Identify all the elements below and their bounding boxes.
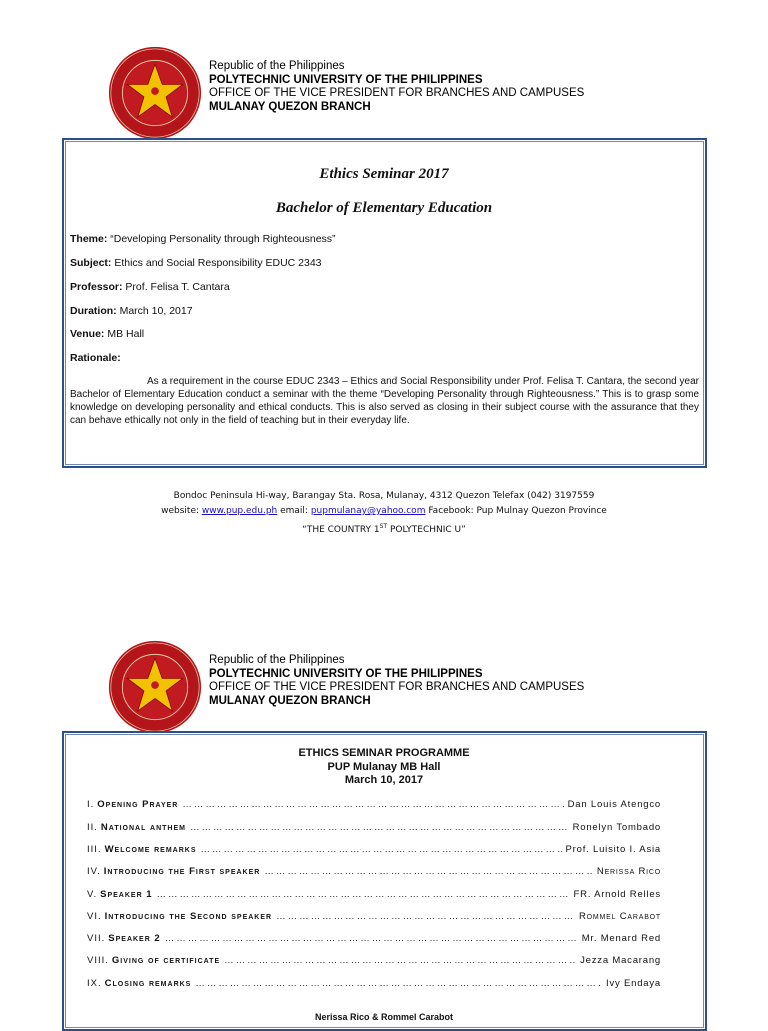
programme-item (87, 866, 661, 880)
field-label: Theme: (70, 233, 108, 245)
facebook-text: Facebook: Pup Mulnay Quezon Province (425, 506, 607, 516)
footer-tagline (0, 519, 768, 538)
tagline-post: POLYTECHNIC U” (387, 525, 466, 535)
field-value: “Developing Personality through Righteousness” (107, 233, 336, 245)
footer-address: Bondoc Peninsula Hi-way, Barangay Sta. Rosa, Mulanay, 4312 Quezon Telefax (042) 3197559 (173, 491, 595, 501)
field-value: Ethics and Social Responsibility EDUC 2343 (111, 257, 322, 269)
item-label: Introducing the Second speaker (104, 911, 273, 922)
field-label: Rationale: (70, 352, 121, 364)
item-person: Nerissa Rico (596, 866, 661, 877)
programme-date: March 10, 2017 (344, 774, 424, 786)
item-number: VII. (87, 933, 106, 944)
header-branch: MULANAY QUEZON BRANCH (209, 100, 371, 113)
rationale-text (70, 375, 699, 427)
item-label: Speaker 2 (108, 933, 161, 944)
leader-dots (276, 911, 575, 922)
programme-item (87, 911, 661, 925)
item-person: Jezza Macarang (580, 955, 661, 966)
item-person: FR. Arnold Relles (573, 889, 661, 900)
programme-item (87, 844, 661, 858)
item-label: Closing remarks (104, 978, 192, 989)
header-office: OFFICE OF THE VICE PRESIDENT FOR BRANCHES AND CAMPUSES (209, 87, 585, 99)
item-label: Introducing the First speaker (103, 866, 261, 877)
email-label: email: (277, 506, 311, 516)
university-seal-icon (107, 639, 203, 735)
field-value: March 10, 2017 (116, 305, 193, 317)
programme-item (87, 889, 661, 903)
item-number: VIII. (87, 955, 109, 966)
header-office: OFFICE OF THE VICE PRESIDENT FOR BRANCHES AND CAMPUSES (209, 681, 585, 693)
footer (0, 489, 768, 538)
university-seal-icon (107, 45, 203, 141)
field-label: Venue: (70, 328, 105, 340)
field-value: MB Hall (104, 328, 145, 340)
item-person: Prof. Luisito I. Asia (565, 844, 661, 855)
programme-item (87, 955, 661, 969)
header-text (209, 60, 584, 114)
field-subject (70, 257, 322, 269)
tagline-pre: “THE COUNTRY 1 (302, 525, 380, 535)
item-number: VI. (87, 911, 102, 922)
header-republic: Republic of the Philippines (209, 654, 345, 666)
leader-dots (182, 799, 563, 810)
header-text (209, 654, 584, 708)
footer-contacts (0, 504, 768, 519)
item-number: III. (87, 844, 102, 855)
item-person: Mr. Menard Red (581, 933, 661, 944)
leader-dots (157, 889, 570, 900)
item-number: I. (87, 799, 95, 810)
leader-dots (224, 955, 576, 966)
field-rationale (70, 352, 121, 364)
item-label: National anthem (100, 822, 186, 833)
header-university: POLYTECHNIC UNIVERSITY OF THE PHILIPPINES (209, 73, 483, 86)
programme-item (87, 822, 661, 836)
seminar-program: Bachelor of Elementary Education (275, 200, 493, 216)
rationale-paragraph: As a requirement in the course EDUC 2343 – Ethics and Social Responsibility under Prof. Felisa T. Cantara, the second year Bachelor of Elementary Education conduct a seminar with the theme “Developing Personality through Righteousness.” This is to grasp some knowledge on developing personality and ethical conducts. This is also served as closing in their subject course with the assurance that they can behave ethically not only in the field of teaching but in their everyday life. (70, 376, 699, 426)
field-label: Duration: (70, 305, 117, 317)
header-university: POLYTECHNIC UNIVERSITY OF THE PHILIPPINES (209, 667, 483, 680)
leader-dots (264, 866, 593, 877)
email-link[interactable]: pupmulanay@yahoo.com (310, 506, 426, 516)
field-professor (70, 281, 230, 293)
header-republic: Republic of the Philippines (209, 60, 345, 72)
programme-venue: PUP Mulanay MB Hall (327, 760, 441, 773)
programme-title: ETHICS SEMINAR PROGRAMME (298, 747, 470, 759)
field-value: Prof. Felisa T. Cantara (122, 281, 230, 293)
item-number: V. (87, 889, 98, 900)
leader-dots (165, 933, 578, 944)
item-label: Giving of certificate (111, 955, 221, 966)
item-person: Ronelyn Tombado (572, 822, 661, 833)
item-number: IX. (87, 978, 102, 989)
item-person: Rommel Carabot (578, 911, 661, 922)
leader-dots (201, 844, 562, 855)
programme-item (87, 799, 661, 813)
programme-item (87, 933, 661, 947)
website-link[interactable]: www.pup.edu.ph (201, 506, 278, 516)
field-venue (70, 328, 144, 340)
item-person: Ivy Endaya (606, 978, 661, 989)
website-label: website: (161, 506, 202, 516)
item-person: Dan Louis Atengco (567, 799, 661, 810)
field-duration (70, 305, 193, 317)
seminar-title: Ethics Seminar 2017 (319, 166, 449, 182)
item-label: Opening Prayer (97, 799, 179, 810)
leader-dots (195, 978, 602, 989)
field-label: Professor: (70, 281, 123, 293)
programme-heading (0, 747, 768, 788)
item-label: Speaker 1 (100, 889, 153, 900)
item-label: Welcome remarks (104, 844, 197, 855)
field-theme (70, 233, 336, 245)
tagline-sup: ST (379, 523, 388, 530)
leader-dots (190, 822, 569, 833)
programme-hosts: Nerissa Rico & Rommel Carabot (314, 1012, 454, 1022)
field-label: Subject: (70, 257, 112, 269)
programme-item (87, 978, 661, 992)
header-branch: MULANAY QUEZON BRANCH (209, 694, 371, 707)
item-number: II. (87, 822, 98, 833)
item-number: IV. (87, 866, 101, 877)
